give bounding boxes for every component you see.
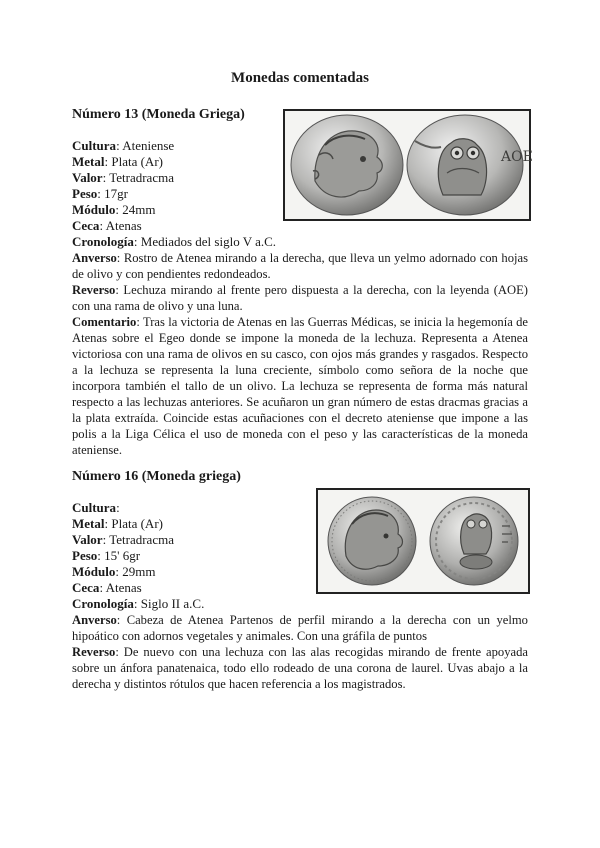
coin-13-valor: Valor: Tetradracma <box>72 170 174 185</box>
athena-head-coin <box>291 115 403 215</box>
coin-16-photo <box>316 488 530 594</box>
owl-coin-legend: AOE <box>501 149 533 165</box>
athena-parthenos-coin <box>328 497 416 585</box>
coin-16-cultura: Cultura: <box>72 500 120 515</box>
owl-coin <box>407 115 533 215</box>
coin-13-metal: Metal: Plata (Ar) <box>72 154 163 169</box>
coin-13-comentario: Comentario: Tras la victoria de Atenas en las Guerras Médicas, se inicia la hegemonía de Atenas sobre el Egeo donde se impone la moneda de la lechuza. Representa a Atenea victoriosa con una rama de olivos en su casco, con ojos más grandes y rasgados. Respecto a la lechuza se representa la luna creciente, símbolo como señora de la noche que incorpora también el tallo de un olivo. La lechuza se representa de forma más natural respecto a las lechuzas anteriores. Se acuñaron un gran número de estas dracmas gracias a la plata extraída. Coincide estas acuñaciones con el decreto ateniense que impone a las polis a la Liga Célica el uso de moneda con el peso y las características de la moneda ateniense. <box>72 315 528 457</box>
coin-16-heading: Número 16 (Moneda griega) <box>72 469 241 484</box>
coin-16-metal: Metal: Plata (Ar) <box>72 516 163 531</box>
coin-16-peso: Peso: 15' 6gr <box>72 548 141 563</box>
coin-16-anverso: Anverso: Cabeza de Atenea Partenos de perfil mirando a la derecha con un yelmo hipoático con adornos vegetales y animales. Con una gráfila de puntos <box>72 613 528 643</box>
coin-13-photo <box>283 109 531 221</box>
coin-13-cronologia: Cronología: Mediados del siglo V a.C. <box>72 234 277 249</box>
coin-13-heading: Número 13 (Moneda Griega) <box>72 107 245 122</box>
owl-amphora-coin <box>430 497 518 585</box>
coin-13-peso: Peso: 17gr <box>72 186 128 201</box>
coin-13-reverso: Reverso: Lechuza mirando al frente pero dispuesta a la derecha, con la leyenda (AOE) con una rama de olivo y una luna. <box>72 283 528 313</box>
coin-16-cronologia: Cronología: Siglo II a.C. <box>72 596 205 611</box>
coin-13-modulo: Módulo: 24mm <box>72 202 156 217</box>
coin-16-modulo: Módulo: 29mm <box>72 564 156 579</box>
coin-13-ceca: Ceca: Atenas <box>72 218 142 233</box>
coin-13-cultura: Cultura: Ateniense <box>72 138 175 153</box>
page-title: Monedas comentadas <box>231 70 369 86</box>
coin-13-anverso: Anverso: Rostro de Atenea mirando a la derecha, que lleva un yelmo adornado con hojas de olivo y con pendientes redondeados. <box>72 251 528 281</box>
coin-16-valor: Valor: Tetradracma <box>72 532 174 547</box>
coin-16-ceca: Ceca: Atenas <box>72 580 142 595</box>
coin-16-reverso: Reverso: De nuevo con una lechuza con las alas recogidas mirando de frente apoyada sobre un ánfora panatenaica, todo ello rodeado de una corona de laurel. Uvas abajo a la derecha y distintos rótulos que hacen referencia a los magistrados. <box>72 645 528 691</box>
